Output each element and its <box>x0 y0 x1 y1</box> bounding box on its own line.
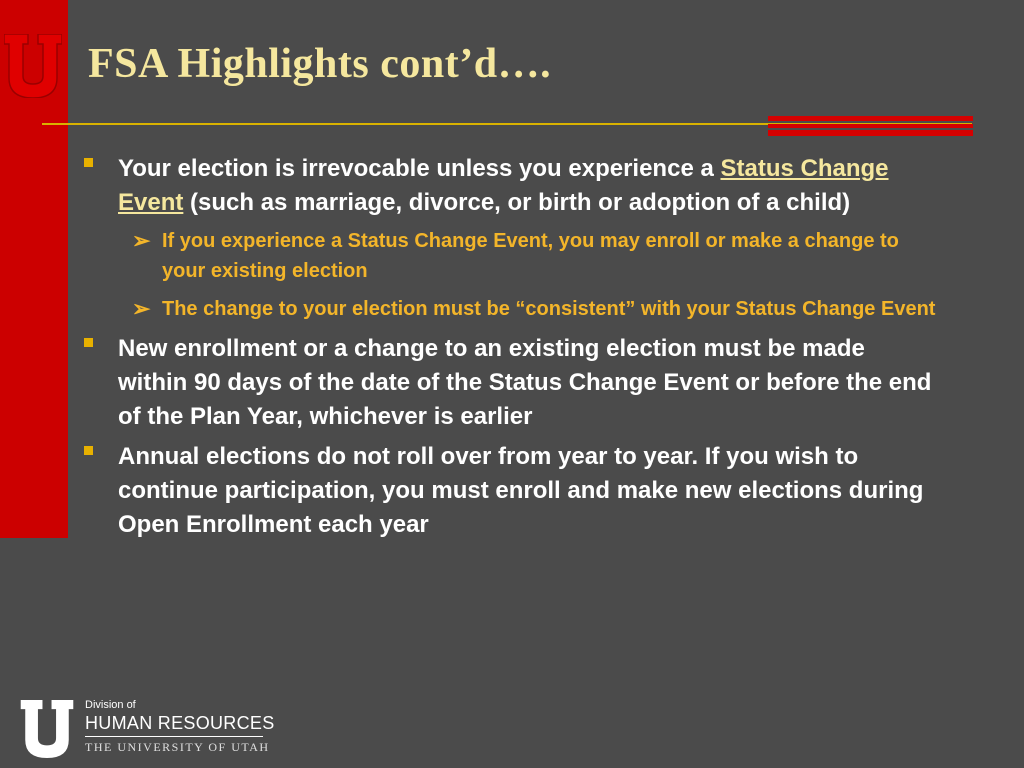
status-change-event-link[interactable]: Status Change Event <box>118 155 889 216</box>
footer-division: Division of <box>85 699 136 711</box>
red-accent-lines <box>768 116 973 136</box>
slide-title: FSA Highlights cont’d…. <box>88 41 552 87</box>
bullet-text: (such as marriage, divorce, or birth or adoption of a child) <box>183 189 851 216</box>
bullet-item <box>80 440 940 542</box>
square-bullet-icon <box>84 158 93 167</box>
slide-content <box>80 152 940 548</box>
square-bullet-icon <box>84 446 93 455</box>
university-u-logo-icon <box>18 700 76 758</box>
footer-divider <box>85 736 263 737</box>
footer-university: THE UNIVERSITY OF UTAH <box>85 740 270 754</box>
sub-bullet-text: If you experience a Status Change Event, you may enroll or make a change to your existing election <box>162 230 899 282</box>
arrow-bullet-icon: ➢ <box>132 296 151 321</box>
square-bullet-icon <box>84 338 93 347</box>
sub-bullet-item <box>80 226 940 286</box>
bullet-text: Your election is irrevocable unless you experience a <box>118 155 721 182</box>
university-u-logo-icon <box>4 34 62 98</box>
bullet-item <box>80 152 940 220</box>
bullet-item <box>80 332 940 434</box>
sub-bullet-text: The change to your election must be “consistent” with your Status Change Event <box>162 298 936 320</box>
bullet-text: Annual elections do not roll over from year to year. If you wish to continue participation, you must enroll and make new elections during Open Enrollment each year <box>118 443 924 538</box>
footer-department: HUMAN RESOURCES <box>85 713 275 733</box>
footer-branding <box>85 698 275 755</box>
sub-bullet-item <box>80 294 940 324</box>
arrow-bullet-icon: ➢ <box>132 228 151 253</box>
bullet-text: New enrollment or a change to an existing election must be made within 90 days of the date of the Status Change Event or before the end of the Plan Year, whichever is earlier <box>118 335 932 430</box>
